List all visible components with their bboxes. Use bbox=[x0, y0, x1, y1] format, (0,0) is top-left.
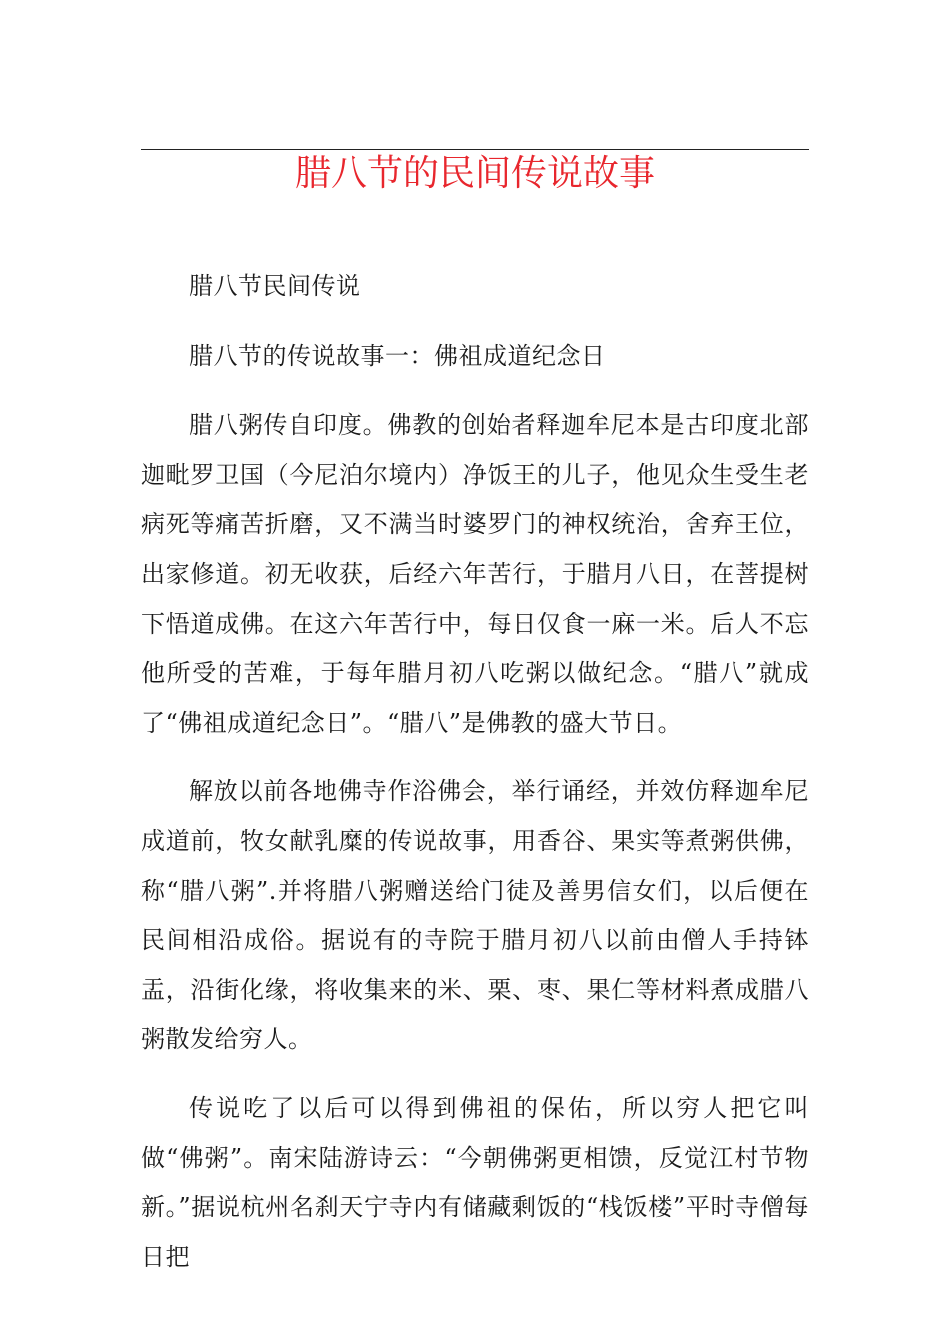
paragraph-2: 解放以前各地佛寺作浴佛会，举行诵经，并效仿释迦牟尼成道前，牧女献乳糜的传说故事，用香谷、果实等煮粥供佛，称“腊八粥”.并将腊八粥赠送给门徒及善男信女们，以后便在民间相沿成俗。据说有的寺院于腊月初八以前由僧人手持钵盂，沿街化缘，将收集来的米、栗、枣、果仁等材料煮成腊八粥散发给穷人。 bbox=[141, 777, 809, 1054]
section-heading: 腊八节的传说故事一：佛祖成道纪念日 bbox=[189, 341, 606, 370]
paragraph-1: 腊八粥传自印度。佛教的创始者释迦牟尼本是古印度北部迦毗罗卫国（今尼泊尔境内）净饭王的儿子，他见众生受生老病死等痛苦折磨，又不满当时婆罗门的神权统治，舍弃王位，出家修道。初无收获，后经六年苦行，于腊月八日，在菩提树下悟道成佛。在这六年苦行中，每日仅食一麻一米。后人不忘他所受的苦难，于每年腊月初八吃粥以做纪念。“腊八”就成了“佛祖成道纪念日”。“腊八”是佛教的盛大节日。 bbox=[141, 411, 809, 737]
paragraph-3: 传说吃了以后可以得到佛祖的保佑，所以穷人把它叫做“佛粥”。南宋陆游诗云：“今朝佛粥更相馈，反觉江村节物新。”据说杭州名刹天宁寺内有储藏剩饭的“栈饭楼”平时寺僧每日把 bbox=[141, 1093, 809, 1271]
document-title: 腊八节的民间传说故事 bbox=[294, 153, 655, 194]
document-body bbox=[141, 262, 809, 1301]
subtitle-line: 腊八节民间传说 bbox=[189, 272, 361, 300]
